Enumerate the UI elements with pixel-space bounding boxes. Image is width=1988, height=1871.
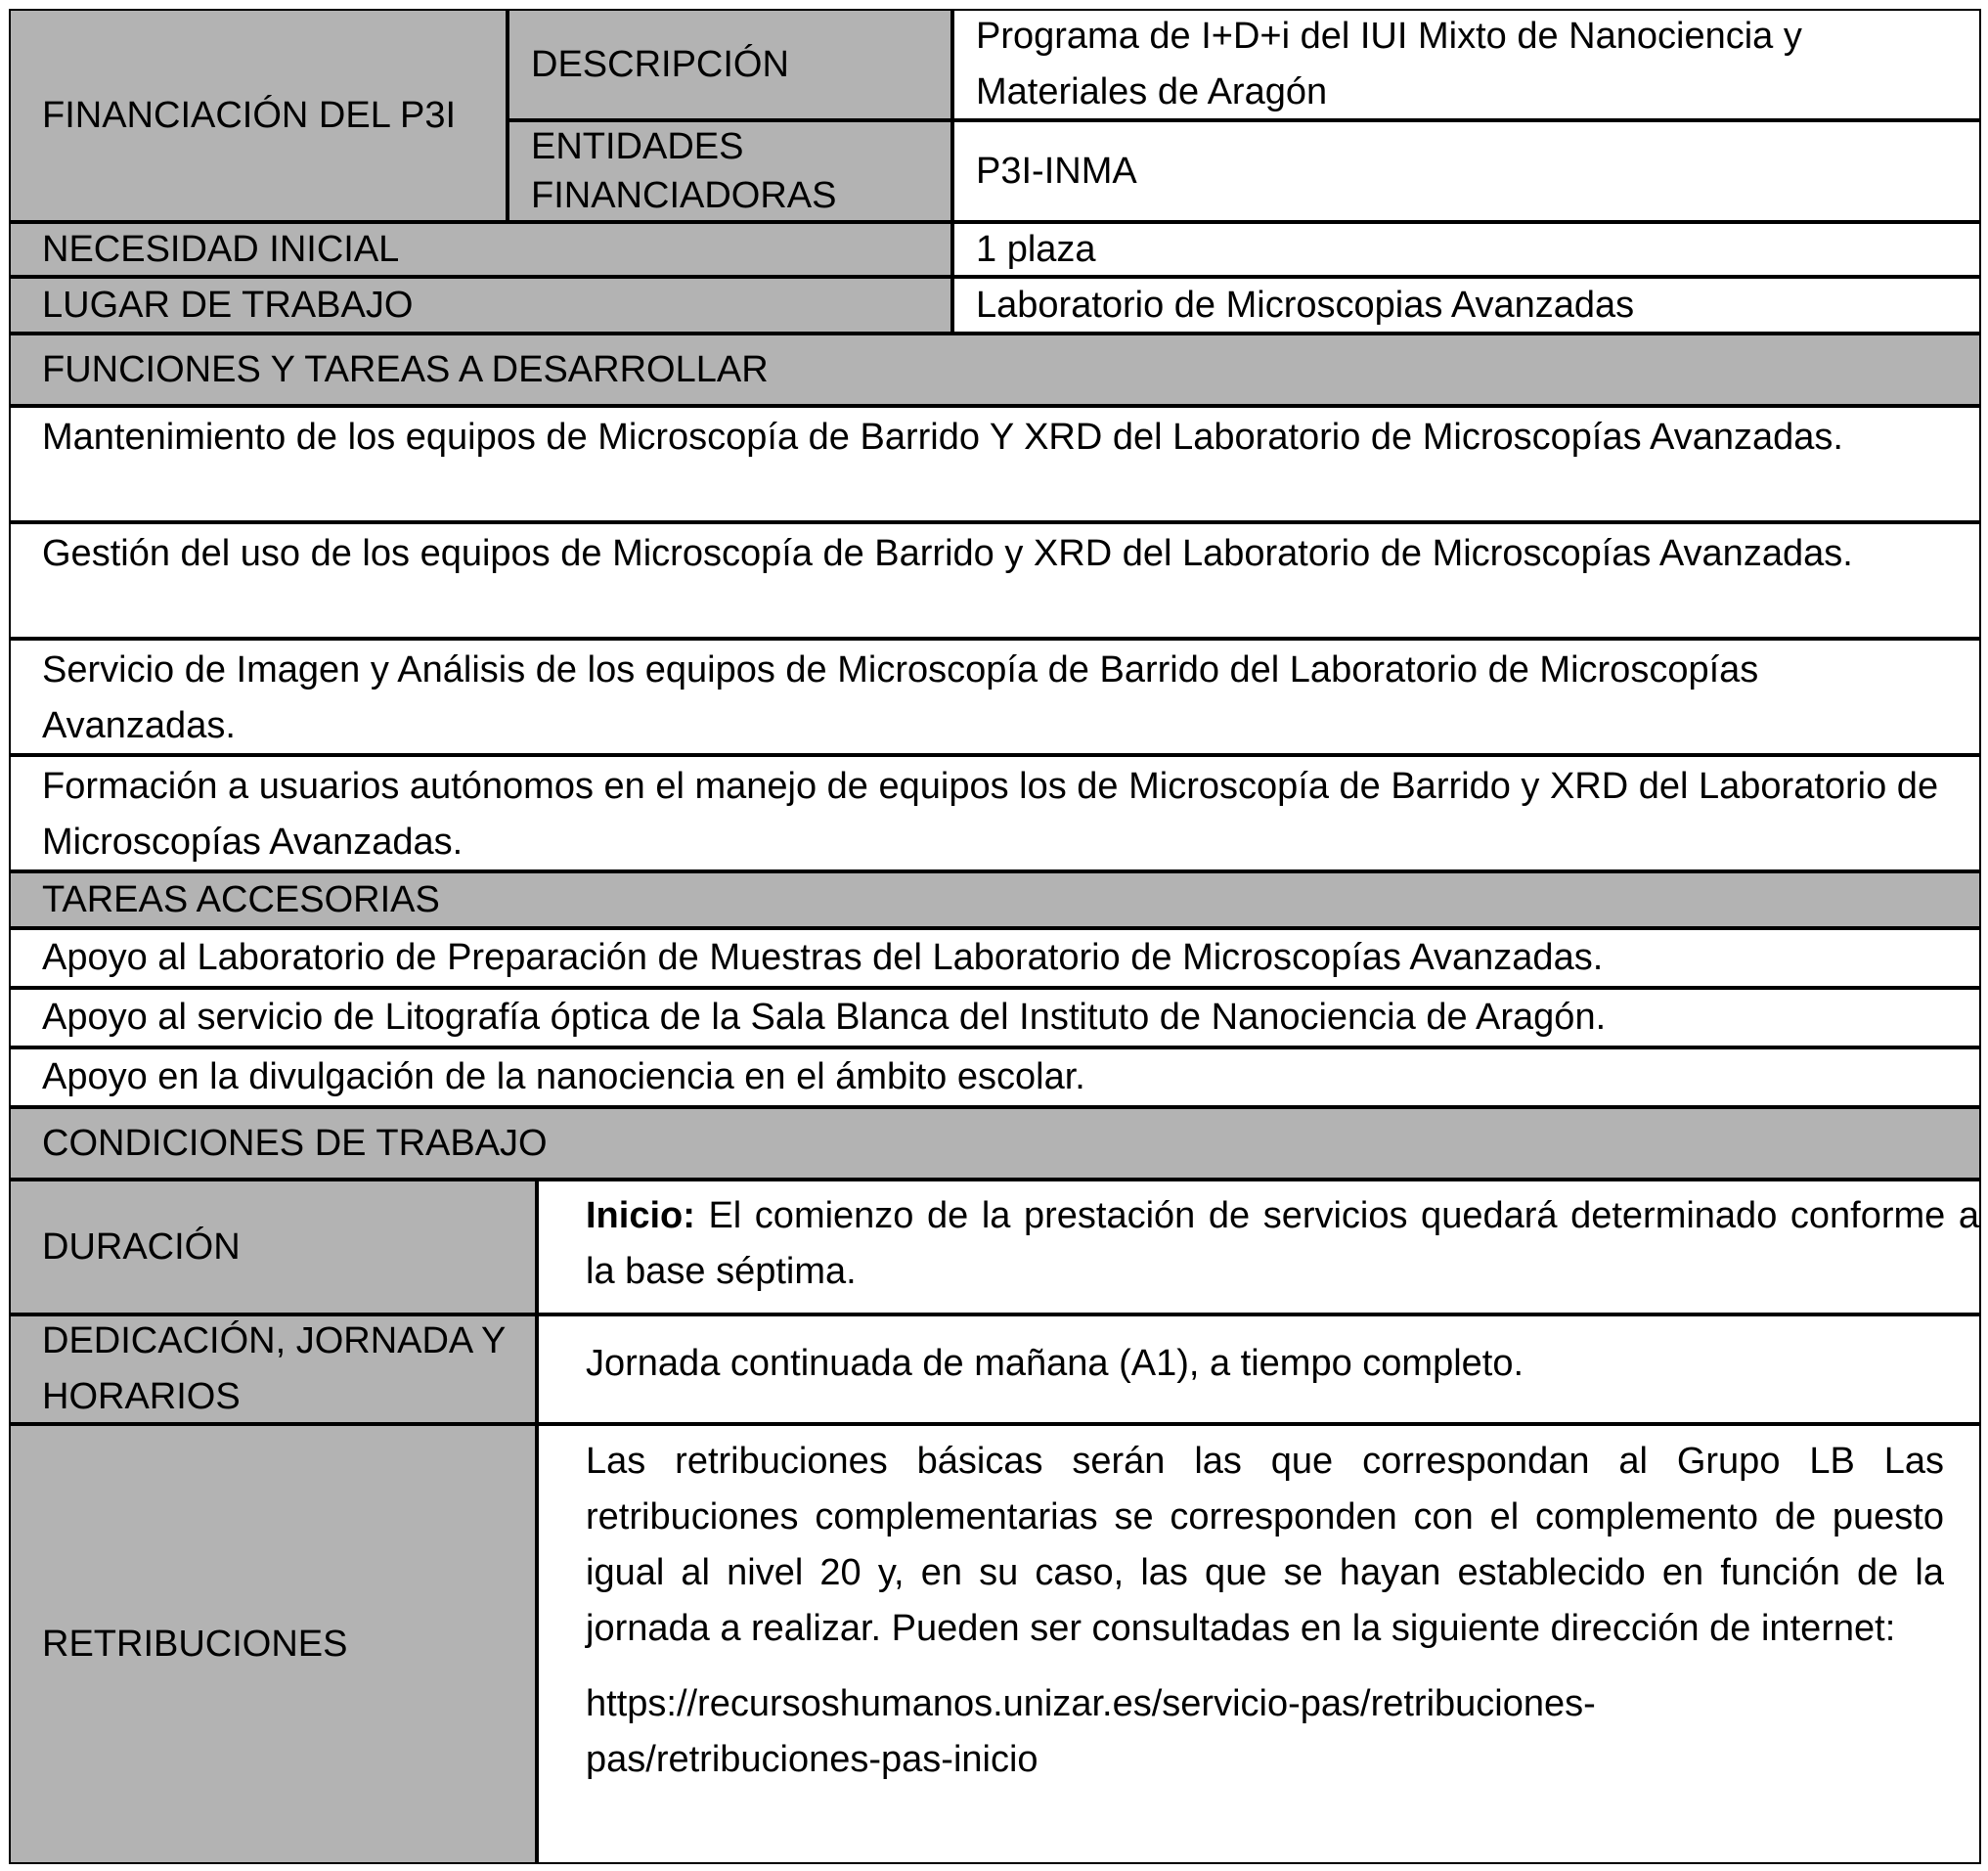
dedicacion-value-cell (537, 1314, 1981, 1424)
descripcion-label-cell (508, 9, 952, 120)
funcion-item: Mantenimiento de los equipos de Microscopía de Barrido Y XRD del Laboratorio de Microscopías Avanzadas. (9, 406, 1981, 522)
dedicacion-label-cell (9, 1314, 537, 1424)
accesorias-header: TAREAS ACCESORIAS (42, 878, 440, 920)
lugar-value-cell (952, 277, 1981, 334)
funcion-item: Servicio de Imagen y Análisis de los equipos de Microscopía de Barrido del Laboratorio de Microscopías Avanzadas. (9, 639, 1981, 755)
dedicacion-label: DEDICACIÓN, JORNADA Y HORARIOS (42, 1320, 506, 1417)
retribuciones-url[interactable]: https://recursoshumanos.unizar.es/servicio-pas/retribuciones-pas/retribuciones-pas-inicio (586, 1683, 1596, 1780)
funciones-header: FUNCIONES Y TAREAS A DESARROLLAR (42, 348, 769, 390)
accesoria-item: Apoyo en la divulgación de la nanociencia en el ámbito escolar. (9, 1047, 1981, 1107)
necesidad-value-cell (952, 222, 1981, 277)
duracion-value-cell (537, 1180, 1981, 1314)
entidades-label: ENTIDADES FINANCIADORAS (531, 126, 837, 216)
financiacion-label-cell (9, 9, 508, 222)
financiacion-label: FINANCIACIÓN DEL P3I (42, 94, 457, 136)
entidades-label-cell (508, 120, 952, 222)
accesorias-header-cell (9, 871, 1981, 928)
duracion-label: DURACIÓN (42, 1225, 241, 1268)
lugar-label-cell (9, 277, 952, 334)
retribuciones-text: Las retribuciones básicas serán las que correspondan al Grupo LB Las retribuciones complementarias se corresponden con el complemento de puesto igual al nivel 20 y, en su caso, las que se hayan establecido en función de la jornada a realizar. Pueden ser consultadas en la siguiente dirección de internet: (586, 1441, 1944, 1649)
duracion-text: El comienzo de la prestación de servicios quedará determinado conforme a la base séptima. (586, 1195, 1979, 1292)
retribuciones-value-cell (537, 1424, 1981, 1864)
necesidad-value: 1 plaza (976, 228, 1096, 270)
descripcion-value: Programa de I+D+i del IUI Mixto de Nanociencia y Materiales de Aragón (976, 16, 1802, 112)
funcion-item: Gestión del uso de los equipos de Microscopía de Barrido y XRD del Laboratorio de Microscopías Avanzadas. (9, 522, 1981, 639)
funciones-header-cell (9, 334, 1981, 406)
retribuciones-label-cell (9, 1424, 537, 1864)
retribuciones-label: RETRIBUCIONES (42, 1623, 348, 1665)
descripcion-label: DESCRIPCIÓN (531, 43, 789, 85)
entidades-value-cell (952, 120, 1981, 222)
entidades-value: P3I-INMA (976, 150, 1137, 192)
duracion-label-cell (9, 1180, 537, 1314)
accesoria-item: Apoyo al Laboratorio de Preparación de Muestras del Laboratorio de Microscopías Avanzadas. (9, 928, 1981, 988)
dedicacion-value: Jornada continuada de mañana (A1), a tiempo completo. (586, 1343, 1524, 1384)
accesoria-item: Apoyo al servicio de Litografía óptica de la Sala Blanca del Instituto de Nanociencia de Aragón. (9, 988, 1981, 1047)
lugar-value: Laboratorio de Microscopias Avanzadas (976, 284, 1635, 326)
condiciones-header-cell (9, 1107, 1981, 1180)
duracion-bold: Inicio: (586, 1195, 695, 1236)
necesidad-label-cell (9, 222, 952, 277)
condiciones-header: CONDICIONES DE TRABAJO (42, 1122, 548, 1164)
funcion-item: Formación a usuarios autónomos en el manejo de equipos los de Microscopía de Barrido y XRD del Laboratorio de Microscopías Avanzadas. (9, 755, 1981, 871)
descripcion-value-cell (952, 9, 1981, 120)
necesidad-label: NECESIDAD INICIAL (42, 228, 400, 270)
lugar-label: LUGAR DE TRABAJO (42, 284, 414, 326)
